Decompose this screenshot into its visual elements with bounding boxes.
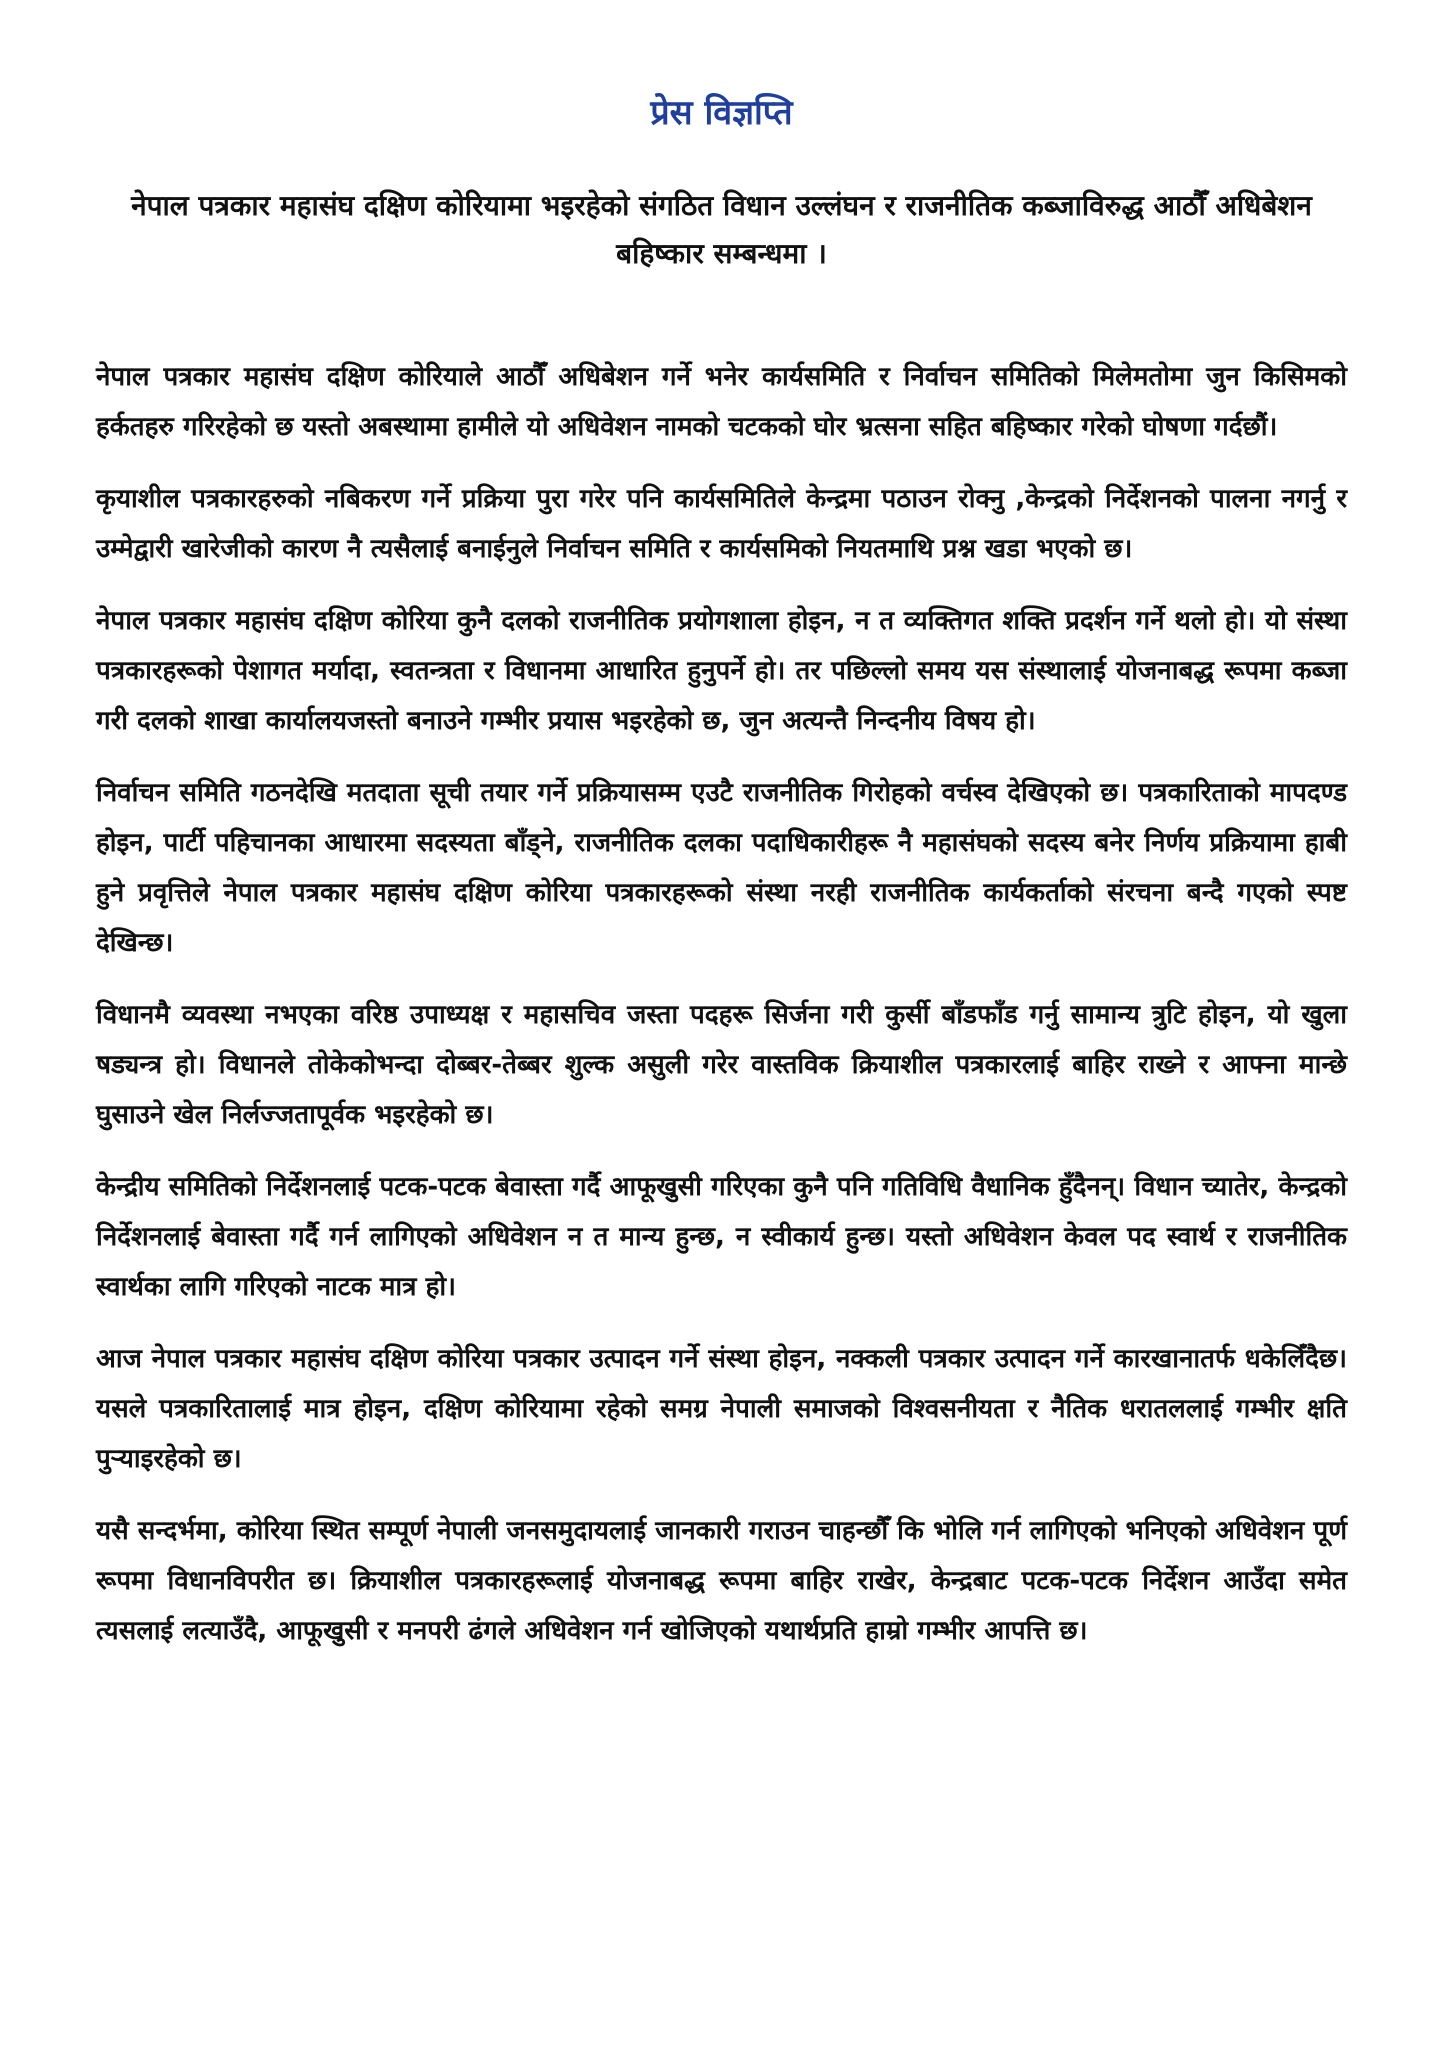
paragraph-3: नेपाल पत्रकार महासंघ दक्षिण कोरिया कुनै दलको राजनीतिक प्रयोगशाला होइन, न त व्यक्तिगत शक्ति प्रदर्शन गर्ने थलो हो। यो संस्था पत्रकारहरूको पेशागत मर्यादा, स्वतन्त्रता र विधानमा आधारित हुनुपर्ने हो। तर पछिल्लो समय यस संस्थालाई योजनाबद्ध रूपमा कब्जा गरी दलको शाखा कार्यालयजस्तो बनाउने गम्भीर प्रयास भइरहेको छ, जुन अत्यन्तै निन्दनीय विषय हो।	[96, 606, 1347, 736]
paragraph-6: केन्द्रीय समितिको निर्देशनलाई पटक-पटक बेवास्ता गर्दै आफूखुसी गरिएका कुनै पनि गतिविधि वैधानिक हुँदैनन्। विधान च्यातेर, केन्द्रको निर्देशनलाई बेवास्ता गर्दै गर्न लागिएको अधिवेशन न त मान्य हुन्छ, न स्वीकार्य हुन्छ। यस्तो अधिवेशन केवल पद स्वार्थ र राजनीतिक स्वार्थका लागि गरिएको नाटक मात्र हो।	[96, 1172, 1347, 1302]
paragraph-5: विधानमै व्यवस्था नभएका वरिष्ठ उपाध्यक्ष र महासचिव जस्ता पदहरू सिर्जना गरी कुर्सी बाँडफाँड गर्नु सामान्य त्रुटि होइन, यो खुला षड्यन्त्र हो। विधानले तोकेकोभन्दा दोब्बर-तेब्बर शुल्क असुली गरेर वास्तविक क्रियाशील पत्रकारलाई बाहिर राख्ने र आफ्ना मान्छे घुसाउने खेल निर्लज्जतापूर्वक भइरहेको छ।	[96, 1000, 1347, 1130]
paragraph-7: आज नेपाल पत्रकार महासंघ दक्षिण कोरिया पत्रकार उत्पादन गर्ने संस्था होइन, नक्कली पत्रकार उत्पादन गर्ने कारखानातर्फ धकेलिँदैछ। यसले पत्रकारितालाई मात्र होइन, दक्षिण कोरियामा रहेको समग्र नेपाली समाजको विश्वसनीयता र नैतिक धरातललाई गम्भीर क्षति पुर्‍याइरहेको छ।	[96, 1344, 1347, 1474]
paragraph-8: यसै सन्दर्भमा, कोरिया स्थित सम्पूर्ण नेपाली जनसमुदायलाई जानकारी गराउन चाहन्छौँ कि भोलि गर्न लागिएको भनिएको अधिवेशन पूर्ण रूपमा विधानविपरीत छ। क्रियाशील पत्रकारहरूलाई योजनाबद्ध रूपमा बाहिर राखेर, केन्द्रबाट पटक-पटक निर्देशन आउँदा समेत त्यसलाई लत्याउँदै, आफूखुसी र मनपरी ढंगले अधिवेशन गर्न खोजिएको यथार्थप्रति हाम्रो गम्भीर आपत्ति छ।	[96, 1516, 1347, 1646]
paragraph-4: निर्वाचन समिति गठनदेखि मतदाता सूची तयार गर्ने प्रक्रियासम्म एउटै राजनीतिक गिरोहको वर्चस्व देखिएको छ। पत्रकारिताको मापदण्ड होइन, पार्टी पहिचानका आधारमा सदस्यता बाँड्ने, राजनीतिक दलका पदाधिकारीहरू नै महासंघको सदस्य बनेर निर्णय प्रक्रियामा हाबी हुने प्रवृत्तिले नेपाल पत्रकार महासंघ दक्षिण कोरिया पत्रकारहरूको संस्था नरही राजनीतिक कार्यकर्ताको संरचना बन्दै गएको स्पष्ट देखिन्छ।	[96, 778, 1347, 958]
paragraph-1: नेपाल पत्रकार महासंघ दक्षिण कोरियाले आठौँ अधिबेशन गर्ने भनेर कार्यसमिति र निर्वाचन समितिको मिलेमतोमा जुन किसिमको हर्कतहरु गरिरहेको छ यस्तो अबस्थामा हामीले यो अधिवेशन नामको चटकको घोर भ्रत्सना सहित बहिष्कार गरेको घोषणा गर्दछौं।	[96, 362, 1347, 442]
paragraph-2: कृयाशील पत्रकारहरुको नबिकरण गर्ने प्रक्रिया पुरा गरेर पनि कार्यसमितिले केन्द्रमा पठाउन रोक्नु ,केन्द्रको निर्देशनको पालना नगर्नु र उम्मेद्वारी खारेजीको कारण नै त्यसैलाई बनाईनुले निर्वाचन समिति र कार्यसमिको नियतमाथि प्रश्न खडा भएको छ।	[96, 484, 1347, 564]
document-title: प्रेस विज्ञप्ति	[650, 93, 793, 133]
document-subtitle: नेपाल पत्रकार महासंघ दक्षिण कोरियामा भइरहेको संगठित विधान उल्लंघन र राजनीतिक कब्जाविरुद्ध आठौँ अधिबेशन बहिष्कार सम्बन्धमा ।	[131, 189, 1312, 270]
